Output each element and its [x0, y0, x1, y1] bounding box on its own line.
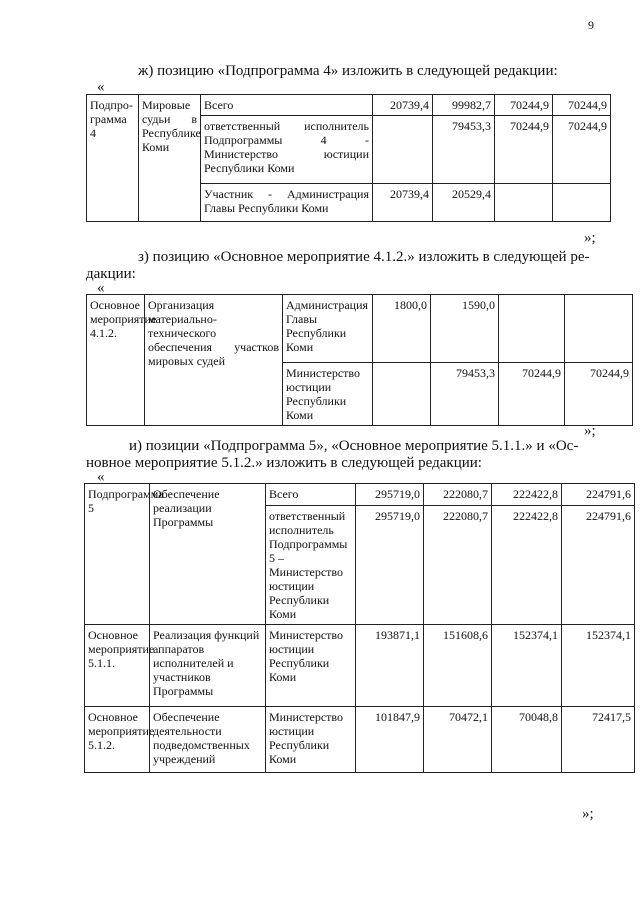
table-cell: Министерство юстиции Республики Коми [266, 707, 356, 773]
table-row [87, 95, 611, 116]
table-cell: 99982,7 [433, 95, 495, 116]
table-cell: ответственный исполнитель Подпрограммы 5 – Министерство юстиции Республики Коми [266, 506, 356, 625]
table-cell: 151608,6 [424, 625, 492, 707]
table-cell: Мировые судьи в Республике Коми [139, 95, 201, 222]
table-cell: 20739,4 [373, 95, 433, 116]
section-z-intro-line-1: з) позицию «Основное мероприятие 4.1.2.» изложить в следующей ре- [138, 249, 590, 265]
table-cell: 224791,6 [562, 484, 635, 506]
table-cell: 295719,0 [356, 484, 424, 506]
table-subprogram-4 [86, 94, 611, 222]
table-cell: Основное мероприятие 4.1.2. [87, 295, 145, 426]
table-cell: 79453,3 [431, 363, 499, 426]
table-cell: 72417,5 [562, 707, 635, 773]
section-i-intro-line-2: новное мероприятие 5.1.2.» изложить в следующей редакции: [86, 455, 482, 471]
table-cell: 222422,8 [492, 506, 562, 625]
table-row [85, 484, 635, 506]
table-cell: 101847,9 [356, 707, 424, 773]
page-number: 9 [588, 18, 594, 32]
table-cell: 70244,9 [499, 363, 565, 426]
table-cell [373, 363, 431, 426]
table-cell: Обеспечение деятельности подведомственных учреждений [150, 707, 266, 773]
section-zh-open-quote: « [97, 79, 105, 95]
section-z-open-quote: « [97, 280, 105, 296]
table-row [85, 707, 635, 773]
table-cell: 70244,9 [553, 95, 611, 116]
section-zh-intro: ж) позицию «Подпрограмма 4» изложить в следующей редакции: [138, 63, 558, 79]
table-cell: 295719,0 [356, 506, 424, 625]
table-cell: Основное мероприятие 5.1.1. [85, 625, 150, 707]
table-cell: 224791,6 [562, 506, 635, 625]
table-cell: Подпро-грамма 4 [87, 95, 139, 222]
table-cell: Администрация Главы Республики Коми [283, 295, 373, 363]
section-i-intro-line-1: и) позиции «Подпрограмма 5», «Основное мероприятие 5.1.1.» и «Ос- [129, 438, 579, 454]
table-cell: 79453,3 [433, 116, 495, 184]
table-cell [553, 184, 611, 222]
table-cell: 1800,0 [373, 295, 431, 363]
section-i-close-quote: »; [582, 806, 594, 822]
table-cell: 152374,1 [562, 625, 635, 707]
table-cell: Основное мероприятие 5.1.2. [85, 707, 150, 773]
section-zh-close-quote: »; [584, 230, 596, 246]
table-cell: 70244,9 [495, 95, 553, 116]
table-cell: ответственный исполнитель Подпрограммы 4 - Министерство юстиции Республики Коми [201, 116, 373, 184]
table-cell: Организация материально-технического обеспечения участков мировых судей [145, 295, 283, 426]
table-cell [495, 184, 553, 222]
table-measure-4-1-2 [86, 294, 633, 426]
table-cell: 70244,9 [553, 116, 611, 184]
table-cell: 70472,1 [424, 707, 492, 773]
table-cell: Подпрограмма 5 [85, 484, 150, 625]
table-cell [499, 295, 565, 363]
table-cell [565, 295, 633, 363]
table-row [87, 295, 633, 363]
table-cell: Министерство юстиции Республики Коми [283, 363, 373, 426]
table-cell: 70244,9 [495, 116, 553, 184]
table-row [85, 625, 635, 707]
section-i-open-quote: « [97, 469, 105, 485]
table-cell: Всего [201, 95, 373, 116]
table-cell: 20739,4 [373, 184, 433, 222]
table-cell: 70244,9 [565, 363, 633, 426]
table-cell: 20529,4 [433, 184, 495, 222]
table-cell [373, 116, 433, 184]
table-cell: Обеспечение реализации Программы [150, 484, 266, 625]
table-cell: Реализация функций аппаратов исполнителей и участников Программы [150, 625, 266, 707]
table-cell: Всего [266, 484, 356, 506]
table-cell: 1590,0 [431, 295, 499, 363]
table-cell: 222080,7 [424, 506, 492, 625]
table-cell: 193871,1 [356, 625, 424, 707]
table-cell: 152374,1 [492, 625, 562, 707]
table-cell: 70048,8 [492, 707, 562, 773]
table-cell: 222080,7 [424, 484, 492, 506]
section-z-intro-line-2: дакции: [86, 266, 136, 282]
table-subprogram-5 [84, 483, 635, 773]
table-cell: 222422,8 [492, 484, 562, 506]
table-cell: Участник - Администрация Главы Республики Коми [201, 184, 373, 222]
table-cell: Министерство юстиции Республики Коми [266, 625, 356, 707]
section-z-close-quote: »; [584, 423, 596, 439]
